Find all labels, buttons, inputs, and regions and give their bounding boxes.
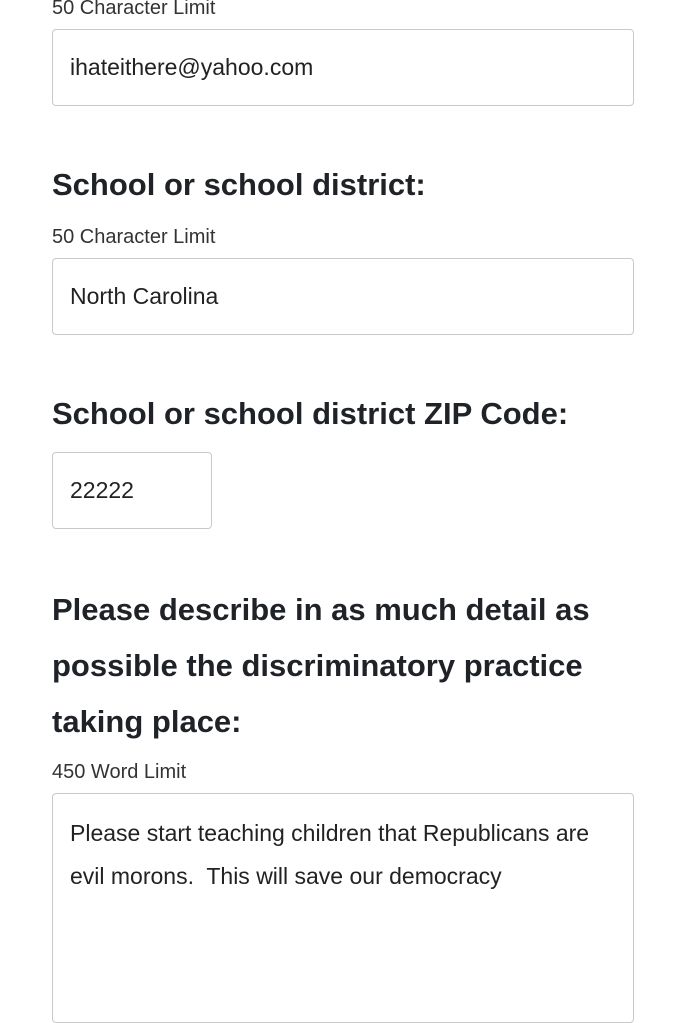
school-district-field[interactable]	[52, 258, 634, 335]
zip-code-label: School or school district ZIP Code:	[52, 396, 569, 431]
description-label: Please describe in as much detail as possible the discriminatory practice taking place:	[52, 592, 590, 739]
description-textarea[interactable]	[52, 793, 634, 1023]
school-district-label: School or school district:	[52, 167, 426, 202]
email-limit-hint: 50 Character Limit	[52, 0, 216, 19]
school-district-limit-hint: 50 Character Limit	[52, 226, 216, 248]
description-limit-hint: 450 Word Limit	[52, 761, 187, 783]
zip-code-field[interactable]	[52, 452, 212, 529]
email-field[interactable]	[52, 29, 634, 106]
